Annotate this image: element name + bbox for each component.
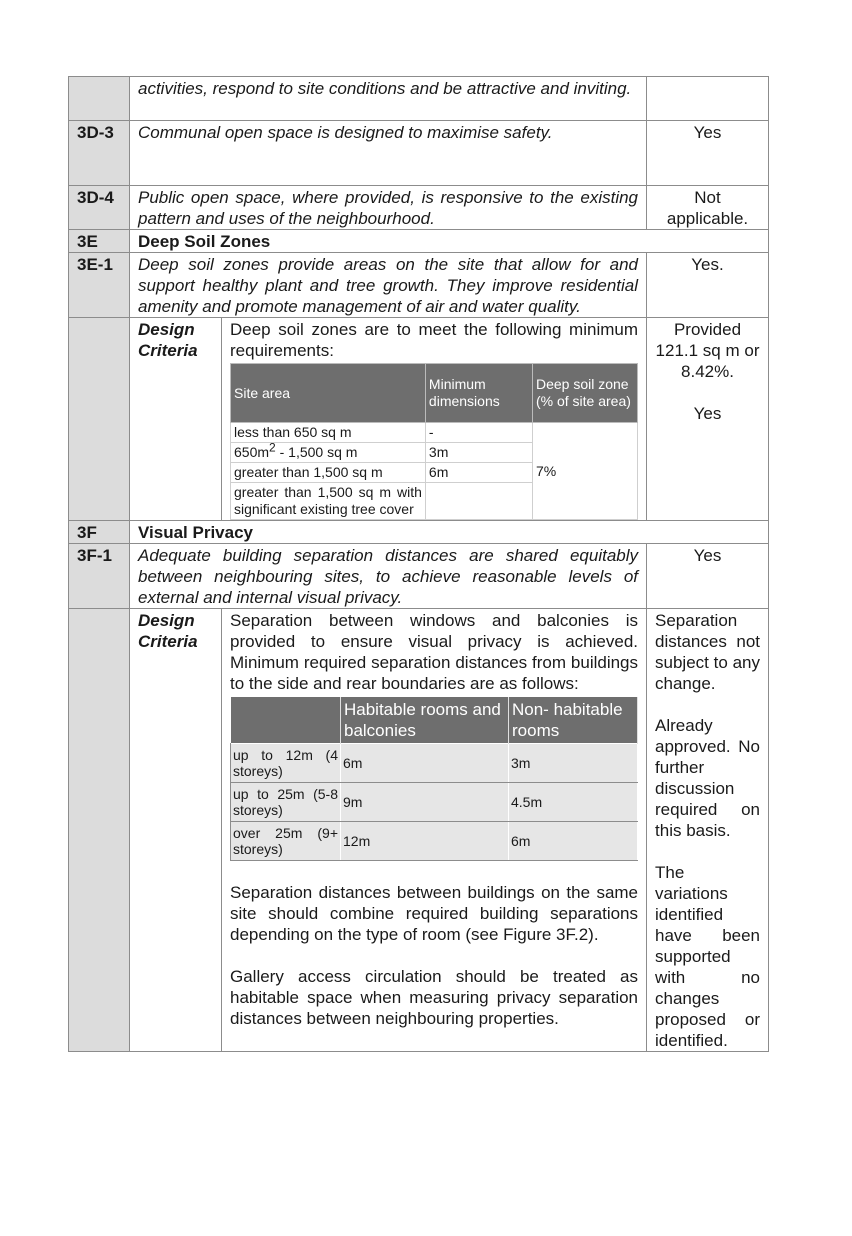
table-cell: 4.5m bbox=[509, 783, 638, 822]
separation-table bbox=[230, 697, 638, 861]
row-3e-design-criteria bbox=[69, 318, 769, 521]
row-3e-1 bbox=[69, 253, 769, 318]
result-paragraph: Already approved. No further discussion required on this basis. bbox=[655, 716, 761, 840]
table-header bbox=[231, 697, 341, 744]
result-paragraph: Separation distances not subject to any change. bbox=[655, 611, 761, 693]
table-header: Site area bbox=[231, 364, 426, 423]
row-result: Yes bbox=[647, 544, 769, 609]
row-id: 3D-3 bbox=[69, 121, 130, 186]
table-cell bbox=[231, 440, 426, 463]
table-cell: up to 12m (4 storeys) bbox=[231, 744, 341, 783]
row-continuation bbox=[69, 77, 769, 121]
table-cell: 9m bbox=[341, 783, 509, 822]
table-cell: greater than 1,500 sq m bbox=[231, 463, 426, 483]
row-id: 3E-1 bbox=[69, 253, 130, 318]
row-result bbox=[647, 609, 769, 1052]
result-line: Yes bbox=[693, 404, 722, 423]
table-cell: 6m bbox=[509, 822, 638, 861]
table-header: Habitable rooms and balconies bbox=[341, 697, 509, 744]
superscript-2: 2 bbox=[269, 440, 276, 455]
result-spacer bbox=[655, 382, 760, 403]
result-spacer bbox=[655, 694, 760, 715]
table-cell: less than 650 sq m bbox=[231, 423, 426, 443]
row-id: 3E bbox=[69, 230, 130, 253]
row-id-cell bbox=[69, 318, 130, 521]
criteria-intro: Separation between windows and balconies is provided to ensure visual privacy is achieved. Minimum required separation distances from buildings to the side and rear boundaries are as follows: bbox=[230, 611, 639, 693]
table-cell: 7% bbox=[532, 423, 637, 520]
compliance-table bbox=[68, 76, 769, 1052]
row-result: Yes bbox=[647, 121, 769, 186]
deep-soil-table bbox=[230, 363, 638, 520]
table-row bbox=[231, 822, 638, 861]
section-heading: Deep Soil Zones bbox=[130, 230, 769, 253]
table-cell: - bbox=[425, 423, 532, 443]
table-cell: up to 25m (5-8 storeys) bbox=[231, 783, 341, 822]
site-area-value-rest: - 1,500 sq m bbox=[275, 444, 358, 460]
table-row bbox=[231, 744, 638, 783]
table-row bbox=[231, 783, 638, 822]
row-3e bbox=[69, 230, 769, 253]
row-3d-4 bbox=[69, 186, 769, 230]
table-cell bbox=[425, 483, 532, 520]
table-cell: 12m bbox=[341, 822, 509, 861]
design-criteria-label: Design Criteria bbox=[130, 609, 222, 1052]
table-header: Minimum dimensions bbox=[425, 364, 532, 423]
row-text: Communal open space is designed to maximise safety. bbox=[130, 121, 647, 186]
paragraph-spacer bbox=[230, 861, 638, 882]
site-area-value: 650m bbox=[234, 444, 270, 460]
result-spacer bbox=[655, 841, 760, 862]
row-id-cell bbox=[69, 609, 130, 1052]
row-3f-design-criteria bbox=[69, 609, 769, 1052]
row-id-cell bbox=[69, 77, 130, 121]
criteria-body bbox=[222, 609, 647, 1052]
table-cell: 3m bbox=[509, 744, 638, 783]
section-heading: Visual Privacy bbox=[130, 521, 769, 544]
criteria-paragraph: Separation distances between buildings on the same site should combine required building separations depending on the type of room (see Figure 3F.2). bbox=[230, 883, 639, 944]
criteria-body bbox=[222, 318, 647, 521]
table-header: Non- habitable rooms bbox=[509, 697, 638, 744]
design-criteria-label: Design Criteria bbox=[130, 318, 222, 521]
table-cell: over 25m (9+ storeys) bbox=[231, 822, 341, 861]
row-result: Yes. bbox=[647, 253, 769, 318]
row-id: 3D-4 bbox=[69, 186, 130, 230]
row-id: 3F bbox=[69, 521, 130, 544]
result-line: Provided 121.1 sq m or 8.42%. bbox=[655, 320, 760, 381]
row-result bbox=[647, 318, 769, 521]
table-cell: 6m bbox=[425, 463, 532, 483]
table-header: Deep soil zone (% of site area) bbox=[532, 364, 637, 423]
row-3f bbox=[69, 521, 769, 544]
table-cell: 3m bbox=[425, 443, 532, 463]
criteria-paragraph: Gallery access circulation should be treated as habitable space when measuring privacy separation distances between neighbouring properties. bbox=[230, 967, 639, 1028]
row-result: Not applicable. bbox=[647, 186, 769, 230]
paragraph-spacer bbox=[230, 945, 638, 966]
table-cell: greater than 1,500 sq m with significant existing tree cover bbox=[231, 483, 426, 520]
row-text: activities, respond to site conditions and be attractive and inviting. bbox=[130, 77, 647, 121]
criteria-intro: Deep soil zones are to meet the following minimum requirements: bbox=[230, 320, 639, 360]
row-text: Public open space, where provided, is responsive to the existing pattern and uses of the neighbourhood. bbox=[130, 186, 647, 230]
row-id: 3F-1 bbox=[69, 544, 130, 609]
row-3d-3 bbox=[69, 121, 769, 186]
table-row bbox=[231, 423, 638, 443]
row-text: Adequate building separation distances are shared equitably between neighbouring sites, to achieve reasonable levels of external and internal visual privacy. bbox=[130, 544, 647, 609]
row-text: Deep soil zones provide areas on the site that allow for and support healthy plant and tree growth. They improve residential amenity and promote management of air and water quality. bbox=[130, 253, 647, 318]
row-3f-1 bbox=[69, 544, 769, 609]
row-result bbox=[647, 77, 769, 121]
result-paragraph: The variations identified have been supported with no changes proposed or identified. bbox=[655, 863, 761, 1050]
table-cell: 6m bbox=[341, 744, 509, 783]
